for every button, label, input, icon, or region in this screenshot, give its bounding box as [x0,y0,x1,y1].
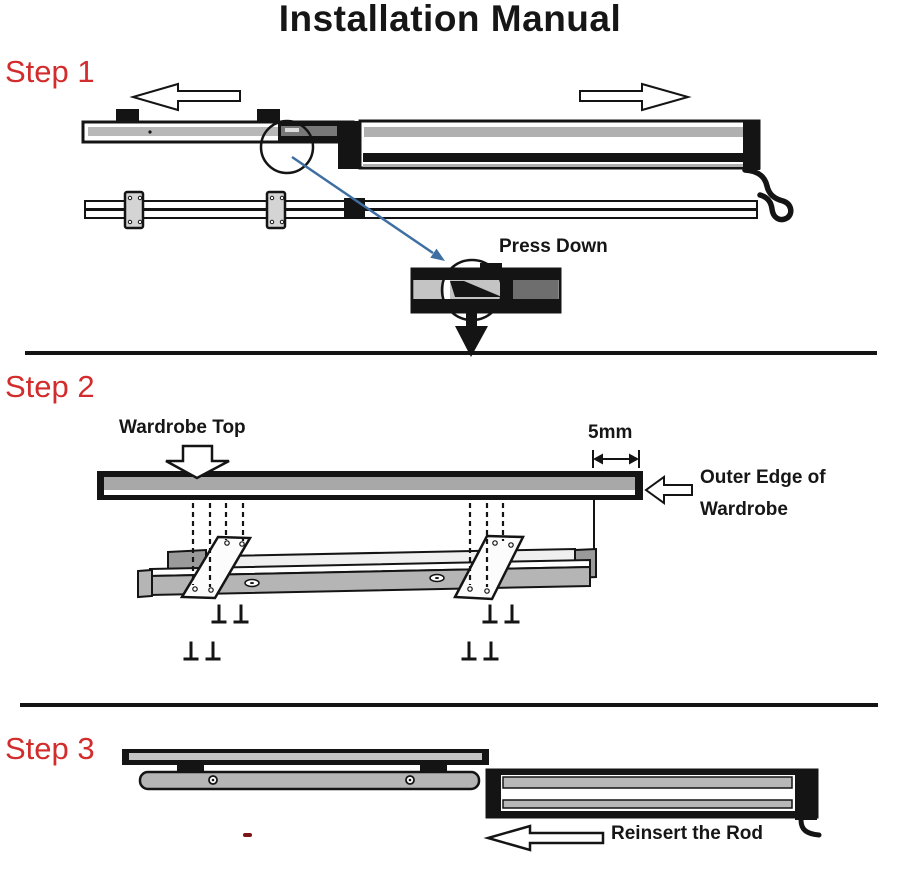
edge-gap-label: 5mm [588,422,633,443]
red-mark [243,833,252,837]
step2-diagram [97,446,692,659]
wardrobe-top-board [97,471,643,500]
press-down-detail [412,260,560,357]
page-title: Installation Manual [278,0,622,39]
reinsert-left-arrow-icon [488,826,603,850]
press-down-label: Press Down [499,236,608,257]
mounted-rail-assembly [122,749,489,789]
mounting-screws-icon [185,606,518,659]
press-down-arrow-icon [455,308,488,357]
rail-stop-block [257,109,280,123]
step-2-label: Step 2 [5,369,95,404]
outer-rail-assembly [83,109,362,169]
step-1-label: Step 1 [5,54,95,89]
gap-measure-arrow-icon [593,450,639,468]
rail-stop-block [116,109,139,123]
slide-left-arrow-icon [133,84,240,110]
step-3-label: Step 3 [5,731,95,766]
step1-diagram [83,84,791,357]
outer-edge-label [700,462,826,526]
reinsert-rod-label: Reinsert the Rod [611,823,764,844]
wardrobe-top-label: Wardrobe Top [119,417,246,438]
rail-bracket [267,192,285,228]
rail-bracket [125,192,143,228]
section-divider [25,351,877,355]
outer-edge-label-line1: Outer Edge of [700,467,826,488]
outer-edge-left-arrow-icon [646,477,692,503]
slide-right-arrow-icon [580,84,688,110]
rod-hook-icon [801,820,819,835]
lower-rail-assembly [85,192,757,228]
section-divider [20,703,878,707]
outer-edge-label-line2: Wardrobe [700,499,788,520]
